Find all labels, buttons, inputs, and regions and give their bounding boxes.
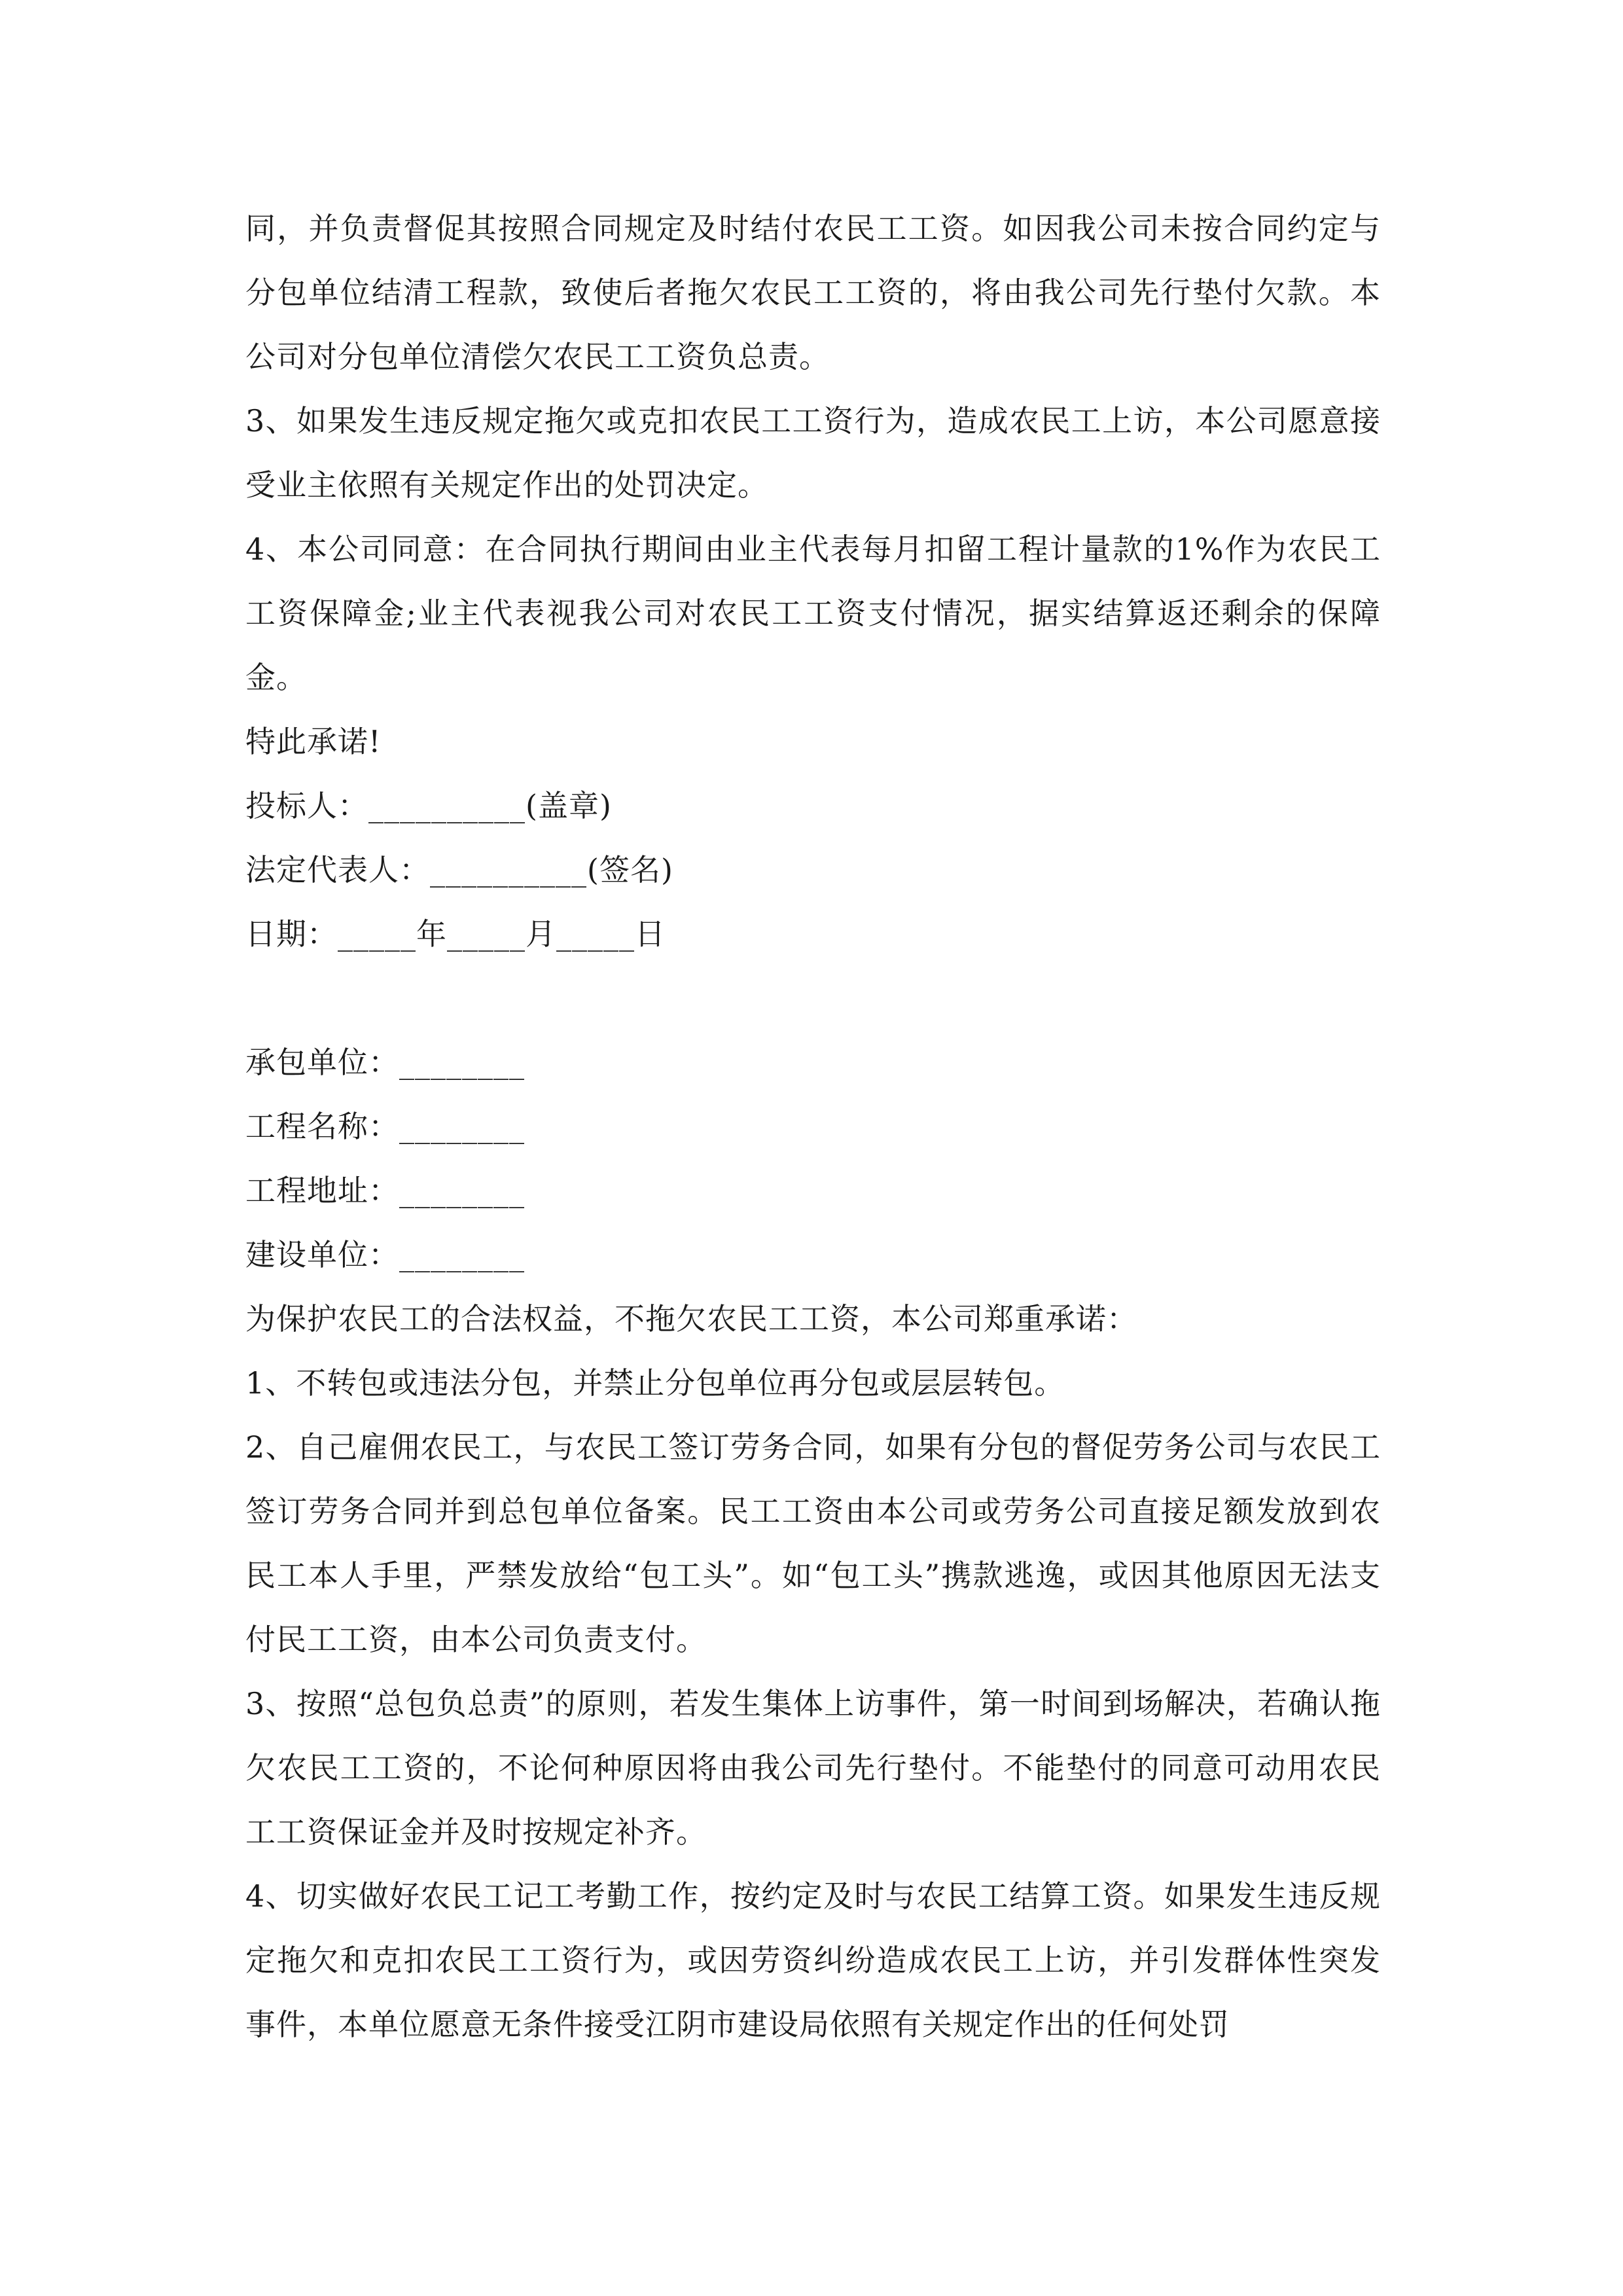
paragraph-continuation: 同，并负责督促其按照合同规定及时结付农民工工资。如因我公司未按合同约定与分包单位结清工程款，致使后者拖欠农民工工资的，将由我公司先行垫付欠款。本公司对分包单位清偿欠农民工工资负总责。	[245, 211, 1381, 374]
document-body	[245, 196, 1381, 2056]
paragraph-item-4: 4、本公司同意：在合同执行期间由业主代表每月扣留工程计量款的1%作为农民工工资保障金;业主代表视我公司对农民工工资支付情况，据实结算返还剩余的保障金。	[245, 531, 1381, 695]
bidder-signature-line: 投标人：__________(盖章)	[245, 788, 612, 823]
developer-field: 建设单位：________	[245, 1237, 525, 1272]
legal-representative-line: 法定代表人：__________(签名)	[245, 852, 673, 888]
commitment-item-1: 1、不转包或违法分包，并禁止分包单位再分包或层层转包。	[245, 1365, 1065, 1401]
section-gap	[245, 966, 1381, 1030]
project-name-field: 工程名称：________	[245, 1109, 525, 1144]
paragraph-item-3: 3、如果发生违反规定拖欠或克扣农民工工资行为，造成农民工上访，本公司愿意接受业主依照有关规定作出的处罚决定。	[245, 403, 1381, 503]
commitment-item-3: 3、按照“总包负总责”的原则，若发生集体上访事件，第一时间到场解决，若确认拖欠农民工工资的，不论何种原因将由我公司先行垫付。不能垫付的同意可动用农民工工资保证金并及时按规定补齐。	[245, 1686, 1381, 1850]
project-address-field: 工程地址：________	[245, 1173, 525, 1208]
commitment-intro: 为保护农民工的合法权益，不拖欠农民工工资，本公司郑重承诺：	[245, 1301, 1137, 1336]
commitment-item-4: 4、切实做好农民工记工考勤工作，按约定及时与农民工结算工资。如果发生违反规定拖欠和克扣农民工工资行为，或因劳资纠纷造成农民工上访，并引发群体性突发事件，本单位愿意无条件接受江阴市建设局依照有关规定作出的任何处罚	[245, 1878, 1381, 2042]
closing-statement: 特此承诺!	[245, 724, 382, 759]
commitment-item-2: 2、自己雇佣农民工，与农民工签订劳务合同，如果有分包的督促劳务公司与农民工签订劳务合同并到总包单位备案。民工工资由本公司或劳务公司直接足额发放到农民工本人手里，严禁发放给“包工头”。如“包工头”携款逃逸，或因其他原因无法支付民工工资，由本公司负责支付。	[245, 1429, 1381, 1657]
contractor-field: 承包单位：________	[245, 1045, 525, 1080]
date-line: 日期：_____年_____月_____日	[245, 916, 666, 952]
